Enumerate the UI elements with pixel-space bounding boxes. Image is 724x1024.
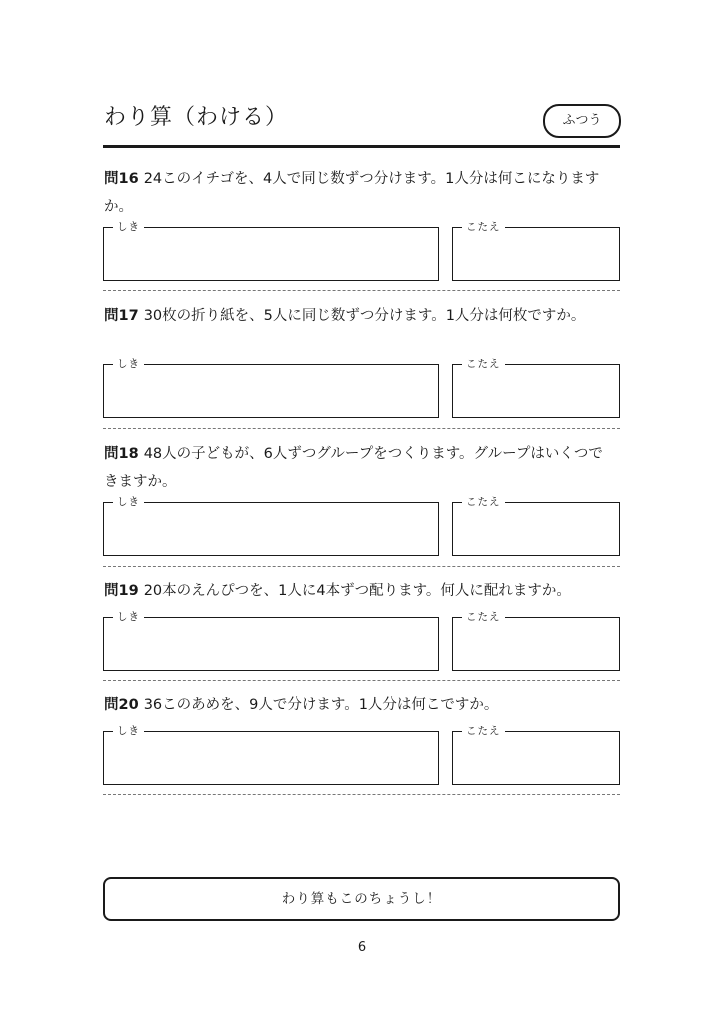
work-box[interactable] xyxy=(103,611,439,671)
work-box-label: しき xyxy=(113,723,144,739)
dashed-divider xyxy=(103,290,620,291)
answer-box-label: こたえ xyxy=(462,494,505,510)
problem-statement xyxy=(104,691,616,719)
work-box-label: しき xyxy=(113,494,144,510)
problem-statement xyxy=(104,440,616,496)
problem-statement xyxy=(104,165,616,221)
dashed-divider xyxy=(103,680,620,681)
work-box[interactable] xyxy=(103,221,439,281)
difficulty-badge: ふつう xyxy=(543,104,621,138)
answer-box-label: こたえ xyxy=(462,219,505,235)
answer-box[interactable] xyxy=(452,358,620,418)
problem-number: 問16 xyxy=(104,171,139,187)
dashed-divider xyxy=(103,566,620,567)
title-underline xyxy=(103,145,620,148)
problem-18 xyxy=(103,440,620,568)
problem-number: 問19 xyxy=(104,583,139,599)
answer-box-label: こたえ xyxy=(462,356,505,372)
problem-number: 問17 xyxy=(104,308,139,324)
work-box-label: しき xyxy=(113,609,144,625)
work-box[interactable] xyxy=(103,358,439,418)
problem-number: 問20 xyxy=(104,697,139,713)
page-number: 6 xyxy=(357,940,367,955)
answer-box[interactable] xyxy=(452,611,620,671)
encouragement-message: わり算もこのちょうし！ xyxy=(103,877,620,921)
problem-statement xyxy=(104,302,616,330)
problem-question: 30枚の折り紙を、5人に同じ数ずつ分けます。1人分は何枚ですか。 xyxy=(143,308,586,324)
answer-box[interactable] xyxy=(452,725,620,785)
problem-statement xyxy=(104,577,616,605)
answer-box[interactable] xyxy=(452,221,620,281)
dashed-divider xyxy=(103,428,620,429)
problem-number: 問18 xyxy=(104,446,139,462)
problem-question: 36このあめを、9人で分けます。1人分は何こですか。 xyxy=(143,697,499,713)
answer-box-label: こたえ xyxy=(462,723,505,739)
work-box-label: しき xyxy=(113,356,144,372)
page-title: わり算（わける） xyxy=(104,105,289,130)
problem-question: 20本のえんぴつを、1人に4本ずつ配ります。何人に配れますか。 xyxy=(143,583,571,599)
problem-16 xyxy=(103,165,620,293)
work-box[interactable] xyxy=(103,725,439,785)
work-box[interactable] xyxy=(103,496,439,556)
problem-17 xyxy=(103,302,620,430)
problem-question: 24このイチゴを、4人で同じ数ずつ分けます。1人分は何こになりますか。 xyxy=(104,171,600,215)
problem-question: 48人の子どもが、6人ずつグループをつくります。グループはいくつできますか。 xyxy=(104,446,603,490)
dashed-divider xyxy=(103,794,620,795)
problem-19 xyxy=(103,577,620,683)
answer-box[interactable] xyxy=(452,496,620,556)
work-box-label: しき xyxy=(113,219,144,235)
problem-20 xyxy=(103,691,620,797)
answer-box-label: こたえ xyxy=(462,609,505,625)
